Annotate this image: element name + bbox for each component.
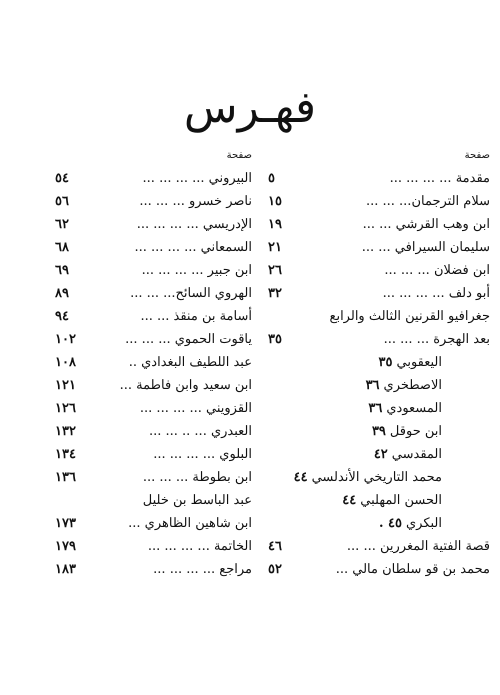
index-entry xyxy=(268,535,490,558)
right-column xyxy=(268,145,490,581)
entry-title: البلوي ... ... ... ... xyxy=(153,447,252,462)
entry-page-number: ٣٩ xyxy=(371,424,386,439)
index-entry xyxy=(268,259,490,282)
index-entry xyxy=(55,236,252,259)
entry-page-number: ٩٤ xyxy=(55,309,69,324)
index-entry xyxy=(55,466,252,489)
entry-page-number: ٦٩ xyxy=(55,263,69,278)
entry-title: البكري xyxy=(405,516,442,531)
entry-title: الإدريسي ... ... ... ... xyxy=(136,217,252,232)
index-entry xyxy=(55,351,252,374)
entry-title: أسامة بن منقذ ... ... xyxy=(140,309,252,324)
index-entry xyxy=(55,167,252,190)
index-entry xyxy=(268,305,490,328)
index-entry xyxy=(55,558,252,581)
entry-page-number: ٣٢ xyxy=(268,286,282,301)
entry-title: ابن شاهين الظاهري ... xyxy=(128,516,252,531)
index-entry xyxy=(55,489,252,512)
index-entry xyxy=(268,328,490,351)
entry-title: ابن فضلان ... ... ... xyxy=(384,263,490,278)
index-entry xyxy=(268,374,490,397)
entry-title: اليعقوبي xyxy=(396,355,442,370)
entry-title: سلام الترجمان... ... ... xyxy=(365,194,490,209)
entry-title: المسعودي xyxy=(386,401,442,416)
entry-title: ابن سعيد وابن فاطمة ... xyxy=(119,378,252,393)
entry-page-number: ١٨٣ xyxy=(55,562,76,577)
index-entry xyxy=(268,512,490,535)
entry-title: ابن بطوطة ... ... ... xyxy=(142,470,252,485)
entry-title: الخاتمة ... ... ... ... xyxy=(147,539,252,554)
entry-page-number: ١٠٢ xyxy=(55,332,76,347)
entry-page-number: ١٩ xyxy=(268,217,282,232)
entry-title: بعد الهجرة ... ... ... xyxy=(383,332,490,347)
entry-page-number: ١٧٩ xyxy=(55,539,76,554)
entry-page-number: ٣٥ xyxy=(378,355,393,370)
entry-page-number: ١٣٤ xyxy=(55,447,76,462)
entry-page-number: ١٧٣ xyxy=(55,516,76,531)
entry-title: مراجع ... ... ... ... xyxy=(153,562,252,577)
entry-title: السمعاني ... ... ... ... xyxy=(134,240,252,255)
index-entry xyxy=(268,397,490,420)
entry-page-number: ٦٢ xyxy=(55,217,69,232)
left-column xyxy=(55,145,252,581)
entry-page-number: ٤٤ xyxy=(342,493,357,508)
index-entry xyxy=(268,443,490,466)
entry-title: ابن حوقل xyxy=(389,424,442,439)
page-column-header: صفحة xyxy=(464,150,490,161)
index-entry xyxy=(55,190,252,213)
page-column-header: صفحة xyxy=(226,150,252,161)
index-entry xyxy=(268,190,490,213)
index-entry xyxy=(55,282,252,305)
entry-title: سليمان السيرافي ... ... xyxy=(361,240,490,255)
index-entry xyxy=(55,213,252,236)
index-entry xyxy=(268,466,490,489)
index-entry xyxy=(268,282,490,305)
index-entry xyxy=(268,351,490,374)
entry-page-number: ٤٥ . xyxy=(378,516,402,531)
entry-page-number: ٤٢ xyxy=(373,447,388,462)
entry-title: ياقوت الحموي ... ... ... xyxy=(125,332,252,347)
entry-title: العبدري ... .. ... ... xyxy=(148,424,252,439)
index-entry xyxy=(268,420,490,443)
index-entry xyxy=(55,374,252,397)
entry-page-number: ١٣٢ xyxy=(55,424,76,439)
entry-page-number: ٥٦ xyxy=(55,194,69,209)
entry-title: القزويني ... ... ... ... xyxy=(139,401,252,416)
entry-page-number: ٥ xyxy=(268,171,275,186)
index-entry xyxy=(55,512,252,535)
entry-page-number: ٢١ xyxy=(268,240,282,255)
entry-page-number: ٤٤ xyxy=(293,470,308,485)
entry-page-number: ١٢٦ xyxy=(55,401,76,416)
index-entry xyxy=(55,328,252,351)
entry-page-number: ٤٦ xyxy=(268,539,282,554)
entry-title: الهروي السائح... ... ... xyxy=(130,286,252,301)
entry-page-number: ١٠٨ xyxy=(55,355,76,370)
entry-title: عبد الباسط بن خليل xyxy=(142,493,252,508)
entry-page-number: ٨٩ xyxy=(55,286,69,301)
index-entry xyxy=(55,420,252,443)
entry-title: البيروني ... ... ... ... xyxy=(142,171,252,186)
entry-title: ناصر خسرو ... ... ... xyxy=(139,194,252,209)
entry-title: قصة الفتية المغررين ... ... xyxy=(346,539,490,554)
index-entry xyxy=(268,558,490,581)
entry-title: ابن وهب القرشي ... ... xyxy=(362,217,490,232)
index-entry xyxy=(268,236,490,259)
index-entry xyxy=(268,213,490,236)
entry-title: محمد بن قو سلطان مالي ... xyxy=(335,562,490,577)
entry-page-number: ٣٦ xyxy=(368,401,383,416)
index-entry xyxy=(55,305,252,328)
entry-title: ابن جبير ... ... ... ... xyxy=(141,263,252,278)
entry-page-number: ٣٦ xyxy=(365,378,380,393)
page-title: فهـرس xyxy=(183,82,317,133)
entry-page-number: ١٥ xyxy=(268,194,282,209)
entry-page-number: ٦٨ xyxy=(55,240,69,255)
entry-page-number: ٥٤ xyxy=(55,171,69,186)
entry-title: عبد اللطيف البغدادي .. xyxy=(128,355,252,370)
entry-page-number: ١٢١ xyxy=(55,378,76,393)
index-entry xyxy=(268,489,490,512)
index-entry xyxy=(55,443,252,466)
entry-title: محمد التاريخي الأندلسي xyxy=(311,470,442,485)
entry-title: الحسن المهلبي xyxy=(360,493,442,508)
entry-title: المقدسي xyxy=(391,447,442,462)
index-entry xyxy=(55,535,252,558)
index-entry xyxy=(268,167,490,190)
entry-title: أبو دلف ... ... ... ... xyxy=(382,286,490,301)
entry-title: مقدمة ... ... ... ... xyxy=(389,171,490,186)
entry-title: الاصطخري xyxy=(383,378,442,393)
entry-page-number: ٢٦ xyxy=(268,263,282,278)
index-entry xyxy=(55,397,252,420)
entry-page-number: ٣٥ xyxy=(268,332,282,347)
index-entry xyxy=(55,259,252,282)
entry-page-number: ١٣٦ xyxy=(55,470,76,485)
entry-page-number: ٥٢ xyxy=(268,562,282,577)
entry-title: جغرافيو القرنين الثالث والرابع xyxy=(329,309,490,324)
